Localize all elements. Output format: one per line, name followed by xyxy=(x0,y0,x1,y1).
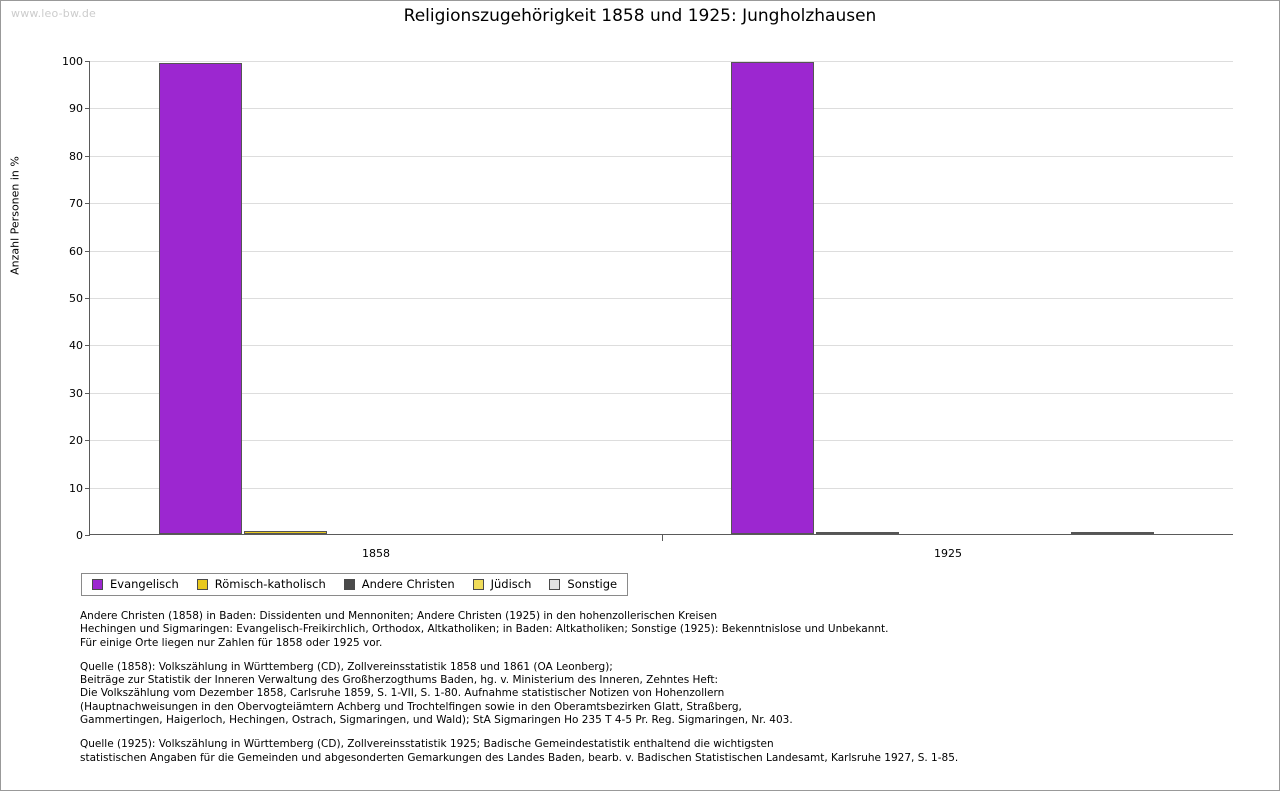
y-tick-label: 70 xyxy=(69,197,83,211)
y-tick-mark xyxy=(85,61,90,62)
legend-item[interactable] xyxy=(92,577,179,591)
legend-label: Jüdisch xyxy=(490,577,532,591)
legend-label: Sonstige xyxy=(567,577,618,591)
gridline xyxy=(90,61,1233,62)
legend-item[interactable] xyxy=(197,577,326,591)
x-tick-label: 1858 xyxy=(362,547,390,560)
legend-swatch-icon xyxy=(92,579,103,590)
x-tick-label: 1925 xyxy=(934,547,962,560)
y-tick-mark xyxy=(85,251,90,252)
legend-swatch-icon xyxy=(344,579,355,590)
bar xyxy=(816,532,899,534)
note-line: Für einige Orte liegen nur Zahlen für 1858 oder 1925 vor. xyxy=(80,636,383,649)
watermark-text: www.leo-bw.de xyxy=(11,7,97,20)
chart-title: Religionszugehörigkeit 1858 und 1925: Jungholzhausen xyxy=(403,6,877,26)
legend-item[interactable] xyxy=(344,577,455,591)
y-tick-mark xyxy=(85,203,90,204)
y-tick-mark xyxy=(85,108,90,109)
y-tick-mark xyxy=(85,345,90,346)
y-axis-label: Anzahl Personen in % xyxy=(8,156,22,275)
y-tick-label: 40 xyxy=(69,339,83,353)
y-tick-label: 80 xyxy=(69,149,83,163)
legend-label: Andere Christen xyxy=(361,577,455,591)
gridline xyxy=(90,156,1233,157)
legend-item[interactable] xyxy=(549,577,617,591)
note-block xyxy=(80,610,1230,650)
y-tick-label: 30 xyxy=(69,386,83,400)
legend-label: Evangelisch xyxy=(110,577,179,591)
chart-notes xyxy=(80,610,1230,765)
y-tick-mark xyxy=(85,440,90,441)
y-tick-mark xyxy=(85,156,90,157)
note-line: Quelle (1858): Volkszählung in Württemberg (CD), Zollvereinsstatistik 1858 und 1861 (OA Leonberg); xyxy=(80,660,613,673)
note-line: Hechingen und Sigmaringen: Evangelisch-Freikirchlich, Orthodox, Altkatholiken; in Baden: Altkatholiken; Sonstige (1925): Bekenntnislose und Unbekannt. xyxy=(80,623,889,636)
bar xyxy=(244,531,327,534)
note-line: (Hauptnachweisungen in den Obervogteiämtern Achberg und Trochtelfingen sowie in den Oberamtsbezirken Glatt, Straßberg, xyxy=(80,700,742,713)
note-line: Beiträge zur Statistik der Inneren Verwaltung des Großherzogthums Baden, hg. v. Ministerium des Inneren, Zehntes Heft: xyxy=(80,674,719,687)
y-tick-mark xyxy=(85,393,90,394)
chart-legend xyxy=(81,573,628,596)
gridline xyxy=(90,203,1233,204)
bar xyxy=(731,62,814,534)
legend-swatch-icon xyxy=(473,579,484,590)
gridline xyxy=(90,345,1233,346)
note-line: Gammertingen, Haigerloch, Hechingen, Ostrach, Sigmaringen, und Wald); StA Sigmaringen Ho 235 T 4-5 Pr. Reg. Sigmaringen, Nr. 403. xyxy=(80,714,793,727)
note-line: Die Volkszählung vom Dezember 1858, Carlsruhe 1859, S. 1-VII, S. 1-80. Aufnahme statistischer Notizen von Hohenzollern xyxy=(80,687,725,700)
x-axis-separator xyxy=(662,535,663,541)
note-block xyxy=(80,661,1230,727)
legend-swatch-icon xyxy=(197,579,208,590)
bar xyxy=(1071,532,1154,534)
note-block xyxy=(80,738,1230,765)
y-tick-mark xyxy=(85,535,90,536)
y-tick-label: 60 xyxy=(69,244,83,258)
y-tick-mark xyxy=(85,298,90,299)
gridline xyxy=(90,251,1233,252)
y-tick-label: 100 xyxy=(62,55,83,68)
y-tick-label: 20 xyxy=(69,434,83,448)
y-tick-label: 0 xyxy=(76,529,83,542)
legend-swatch-icon xyxy=(549,579,560,590)
note-line: Quelle (1925): Volkszählung in Württemberg (CD), Zollvereinsstatistik 1925; Badische Gemeindestatistik enthaltend die wichtigsten xyxy=(80,738,774,751)
note-line: Andere Christen (1858) in Baden: Dissidenten und Mennoniten; Andere Christen (1925) in den hohenzollerischen Kreisen xyxy=(80,610,717,622)
gridline xyxy=(90,393,1233,394)
bar xyxy=(159,63,242,534)
y-tick-label: 50 xyxy=(69,292,83,305)
note-line: statistischen Angaben für die Gemeinden und abgesonderten Gemarkungen des Landes Baden, bearb. v. Badischen Statistischen Landesamt, Karlsruhe 1927, S. 1-85. xyxy=(80,751,959,764)
y-tick-label: 90 xyxy=(69,102,83,116)
gridline xyxy=(90,298,1233,299)
gridline xyxy=(90,488,1233,489)
y-tick-label: 10 xyxy=(69,481,83,495)
legend-label: Römisch-katholisch xyxy=(214,577,326,591)
gridline xyxy=(90,440,1233,441)
plot-area xyxy=(62,55,1233,560)
y-tick-mark xyxy=(85,488,90,489)
gridline xyxy=(90,108,1233,109)
legend-item[interactable] xyxy=(473,577,532,591)
plot-wrapper xyxy=(1,49,1279,560)
